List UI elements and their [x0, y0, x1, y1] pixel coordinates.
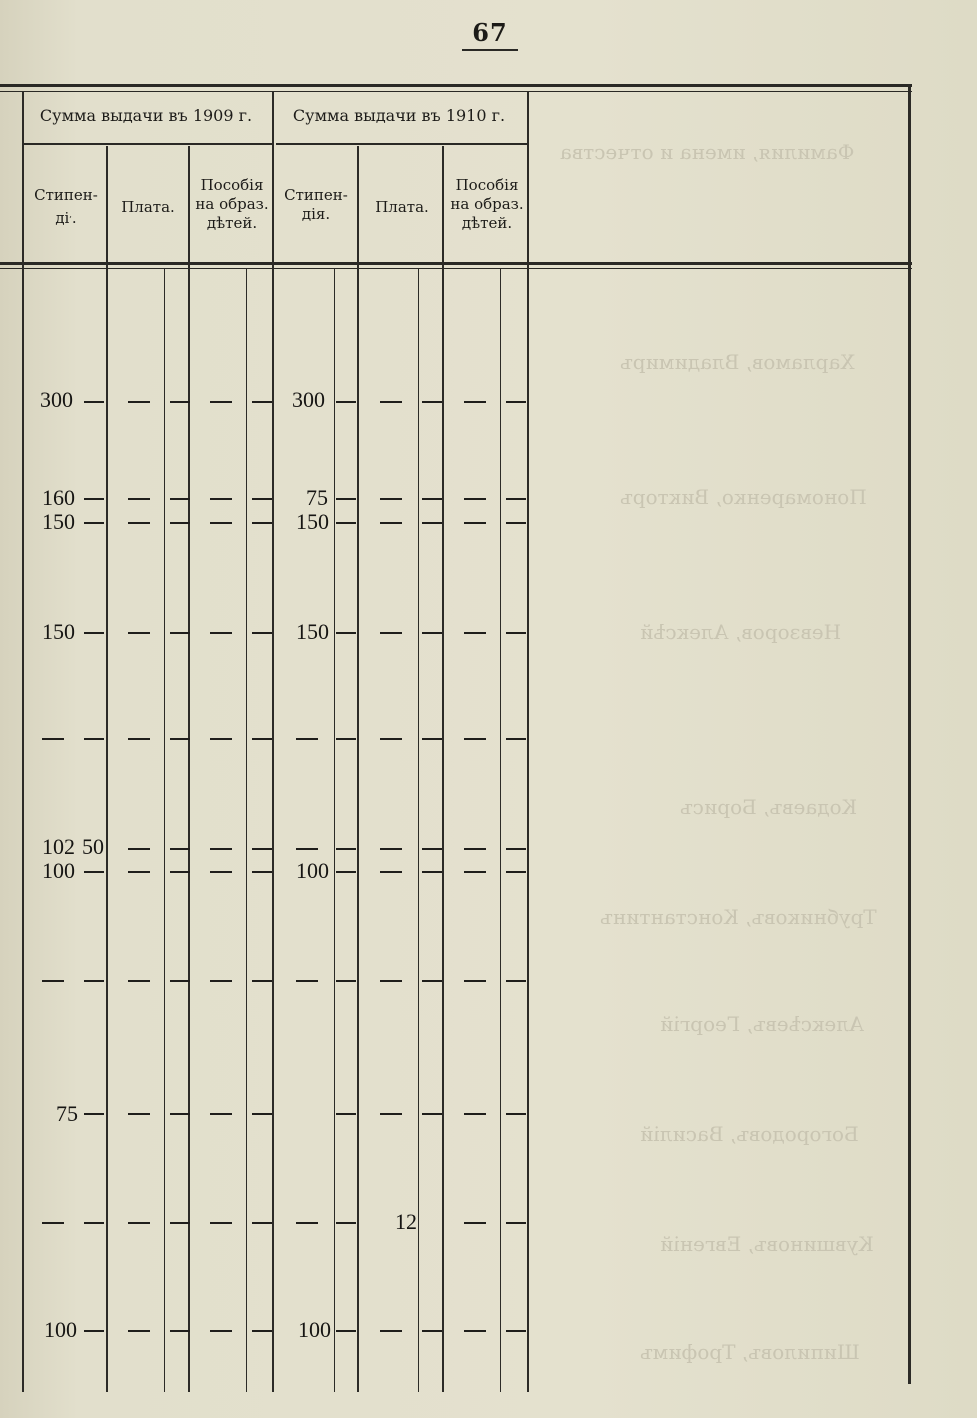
dash-mark — [210, 1330, 232, 1332]
dash-mark — [128, 632, 150, 634]
dash-mark — [128, 1330, 150, 1332]
header-bottom-rule — [0, 262, 912, 265]
dash-mark — [252, 632, 272, 634]
header-aid-1909-line3: дѣтей. — [206, 214, 258, 232]
dash-mark — [464, 871, 486, 873]
dash-mark — [380, 980, 402, 982]
header-aid-1909-line2: на образ. — [195, 195, 269, 213]
dash-mark — [252, 871, 272, 873]
dash-mark — [252, 848, 272, 850]
header-pay-1909: Плата. — [121, 198, 175, 216]
bleed-through-text: Трубниковъ, Константинъ — [600, 905, 877, 929]
dash-mark — [422, 401, 442, 403]
dash-mark — [210, 498, 232, 500]
dash-mark — [84, 738, 104, 740]
dash-mark — [84, 980, 104, 982]
cell-stipend-1909: 100 — [42, 858, 75, 883]
dash-mark — [422, 498, 442, 500]
column-line — [106, 146, 108, 1392]
dash-mark — [380, 1113, 402, 1115]
dash-mark — [210, 1222, 232, 1224]
dash-mark — [422, 1330, 442, 1332]
dash-mark — [210, 738, 232, 740]
header-group-1909: Сумма выдачи въ 1909 г. — [39, 106, 253, 125]
dash-mark — [170, 522, 190, 524]
dash-mark — [464, 980, 486, 982]
dash-mark — [464, 498, 486, 500]
dash-mark — [336, 980, 356, 982]
header-stipend-1910 — [276, 186, 356, 224]
dash-mark — [336, 738, 356, 740]
header-stipend-1909-line1: Стипен- — [34, 186, 98, 204]
dash-mark — [506, 632, 526, 634]
dash-mark — [422, 1113, 442, 1115]
dash-mark — [42, 980, 64, 982]
dash-mark — [252, 498, 272, 500]
table-right-border — [908, 84, 911, 1384]
dash-mark — [422, 871, 442, 873]
dash-mark — [336, 848, 356, 850]
dash-mark — [128, 401, 150, 403]
header-aid-1910-line2: на образ. — [450, 195, 524, 213]
column-line — [334, 268, 335, 1392]
dash-mark — [128, 848, 150, 850]
dash-mark — [296, 1222, 318, 1224]
bleed-through-text: Харламов, Владимиръ — [620, 350, 855, 374]
dash-mark — [84, 871, 104, 873]
dash-mark — [210, 980, 232, 982]
dash-mark — [170, 632, 190, 634]
header-aid-1910-line3: дѣтей. — [461, 214, 513, 232]
dash-mark — [128, 1222, 150, 1224]
column-line — [164, 268, 165, 1392]
dash-mark — [170, 1330, 190, 1332]
dash-mark — [84, 632, 104, 634]
bleed-through-text: Фамилия, имена и отчества — [560, 140, 855, 164]
dash-mark — [42, 738, 64, 740]
dash-mark — [380, 522, 402, 524]
header-pay-1910: Плата. — [375, 198, 429, 216]
dash-mark — [336, 1330, 356, 1332]
column-line — [442, 146, 444, 1392]
dash-mark — [210, 522, 232, 524]
dash-mark — [170, 1113, 190, 1115]
bleed-through-text: Богородовъ, Василiй — [640, 1122, 859, 1146]
dash-mark — [506, 871, 526, 873]
dash-mark — [84, 1330, 104, 1332]
column-line — [22, 92, 24, 1392]
dash-mark — [170, 738, 190, 740]
dash-mark — [380, 871, 402, 873]
dash-mark — [422, 980, 442, 982]
dash-mark — [336, 632, 356, 634]
dash-mark — [506, 848, 526, 850]
cell-stipend-1910: 100 — [298, 1317, 331, 1342]
dash-mark — [84, 522, 104, 524]
dash-mark — [128, 522, 150, 524]
dash-mark — [210, 1113, 232, 1115]
dash-mark — [506, 498, 526, 500]
bleed-through-text: Шипиловъ, Трофимъ — [640, 1340, 860, 1364]
dash-mark — [422, 522, 442, 524]
dash-mark — [296, 980, 318, 982]
dash-mark — [252, 522, 272, 524]
header-aid-1909-line1: Пособiя — [200, 176, 264, 194]
dash-mark — [464, 522, 486, 524]
column-line — [418, 268, 419, 1392]
cell-stipend-1909-kopecks: 50 — [82, 834, 104, 859]
dash-mark — [210, 401, 232, 403]
header-stipend-1910-line1: Стипен- — [284, 186, 348, 204]
dash-mark — [464, 738, 486, 740]
dash-mark — [464, 1222, 486, 1224]
dash-mark — [464, 1330, 486, 1332]
cell-stipend-1910: 100 — [296, 858, 329, 883]
dash-mark — [170, 848, 190, 850]
dash-mark — [506, 522, 526, 524]
cell-stipend-1910: 75 — [306, 485, 328, 510]
dash-mark — [296, 848, 318, 850]
dash-mark — [422, 738, 442, 740]
column-line — [500, 268, 501, 1392]
dash-mark — [170, 498, 190, 500]
dash-mark — [506, 738, 526, 740]
dash-mark — [336, 871, 356, 873]
dash-mark — [380, 401, 402, 403]
dash-mark — [210, 848, 232, 850]
cell-stipend-1909: 75 — [56, 1101, 78, 1126]
cell-stipend-1909: 160 — [42, 485, 75, 510]
bleed-through-text: Кодаевъ, Борисъ — [680, 795, 858, 819]
header-group-1910: Сумма выдачи въ 1910 г. — [292, 106, 506, 125]
bleed-through-text: Невзоров, Алексѣй — [640, 620, 842, 644]
header-group-rule — [276, 143, 528, 145]
dash-mark — [42, 1222, 64, 1224]
dash-mark — [464, 848, 486, 850]
dash-mark — [506, 1330, 526, 1332]
dash-mark — [464, 1113, 486, 1115]
header-aid-1910 — [446, 176, 528, 233]
column-line — [357, 146, 359, 1392]
dash-mark — [84, 1222, 104, 1224]
dash-mark — [252, 401, 272, 403]
bleed-through-text: Алексѣевъ, Георгiй — [660, 1012, 865, 1036]
dash-mark — [128, 1113, 150, 1115]
header-stipend-1909-line2: дi,. — [55, 209, 77, 227]
dash-mark — [506, 980, 526, 982]
dash-mark — [380, 738, 402, 740]
dash-mark — [128, 498, 150, 500]
dash-mark — [336, 522, 356, 524]
dash-mark — [170, 1222, 190, 1224]
dash-mark — [422, 632, 442, 634]
dash-mark — [84, 498, 104, 500]
column-line — [272, 92, 274, 1392]
dash-mark — [170, 871, 190, 873]
dash-mark — [252, 1113, 272, 1115]
dash-mark — [380, 1330, 402, 1332]
dash-mark — [506, 1113, 526, 1115]
column-line — [188, 146, 190, 1392]
table-top-rule-thin — [0, 91, 912, 92]
cell-stipend-1909: 102 — [42, 834, 75, 859]
dash-mark — [252, 1222, 272, 1224]
bleed-through-text: Кувшиновъ, Евгенiй — [660, 1232, 874, 1256]
column-line — [527, 92, 529, 1392]
dash-mark — [336, 1113, 356, 1115]
dash-mark — [506, 401, 526, 403]
dash-mark — [128, 738, 150, 740]
dash-mark — [252, 980, 272, 982]
dash-mark — [210, 871, 232, 873]
table-top-rule — [0, 84, 912, 87]
cell-stipend-1909: 100 — [44, 1317, 77, 1342]
cell-pay-1910: 12 — [395, 1209, 417, 1234]
dash-mark — [252, 738, 272, 740]
bleed-through-text: Пономаренко, Викторъ — [620, 485, 867, 509]
dash-mark — [464, 632, 486, 634]
dash-mark — [296, 738, 318, 740]
dash-mark — [380, 632, 402, 634]
header-stipend-1909 — [26, 186, 106, 228]
cell-stipend-1910: 150 — [296, 619, 329, 644]
dash-mark — [84, 1113, 104, 1115]
cell-stipend-1909: 150 — [42, 509, 75, 534]
dash-mark — [336, 401, 356, 403]
header-group-rule — [24, 143, 272, 145]
column-line — [246, 268, 247, 1392]
dash-mark — [380, 498, 402, 500]
cell-stipend-1910: 150 — [296, 509, 329, 534]
dash-mark — [336, 498, 356, 500]
header-bottom-rule-thin — [0, 268, 912, 269]
page-number: 67 — [462, 18, 518, 51]
dash-mark — [128, 980, 150, 982]
cell-stipend-1909: 300 — [40, 387, 73, 412]
dash-mark — [380, 848, 402, 850]
dash-mark — [422, 848, 442, 850]
dash-mark — [128, 871, 150, 873]
dash-mark — [210, 632, 232, 634]
dash-mark — [464, 401, 486, 403]
dash-mark — [506, 1222, 526, 1224]
header-stipend-1910-line2: дiя. — [301, 205, 331, 223]
header-aid-1910-line1: Пособiя — [455, 176, 519, 194]
cell-stipend-1910: 300 — [292, 387, 325, 412]
dash-mark — [84, 401, 104, 403]
header-aid-1909 — [190, 176, 274, 233]
cell-stipend-1909: 150 — [42, 619, 75, 644]
dash-mark — [336, 1222, 356, 1224]
dash-mark — [252, 1330, 272, 1332]
dash-mark — [170, 980, 190, 982]
dash-mark — [170, 401, 190, 403]
